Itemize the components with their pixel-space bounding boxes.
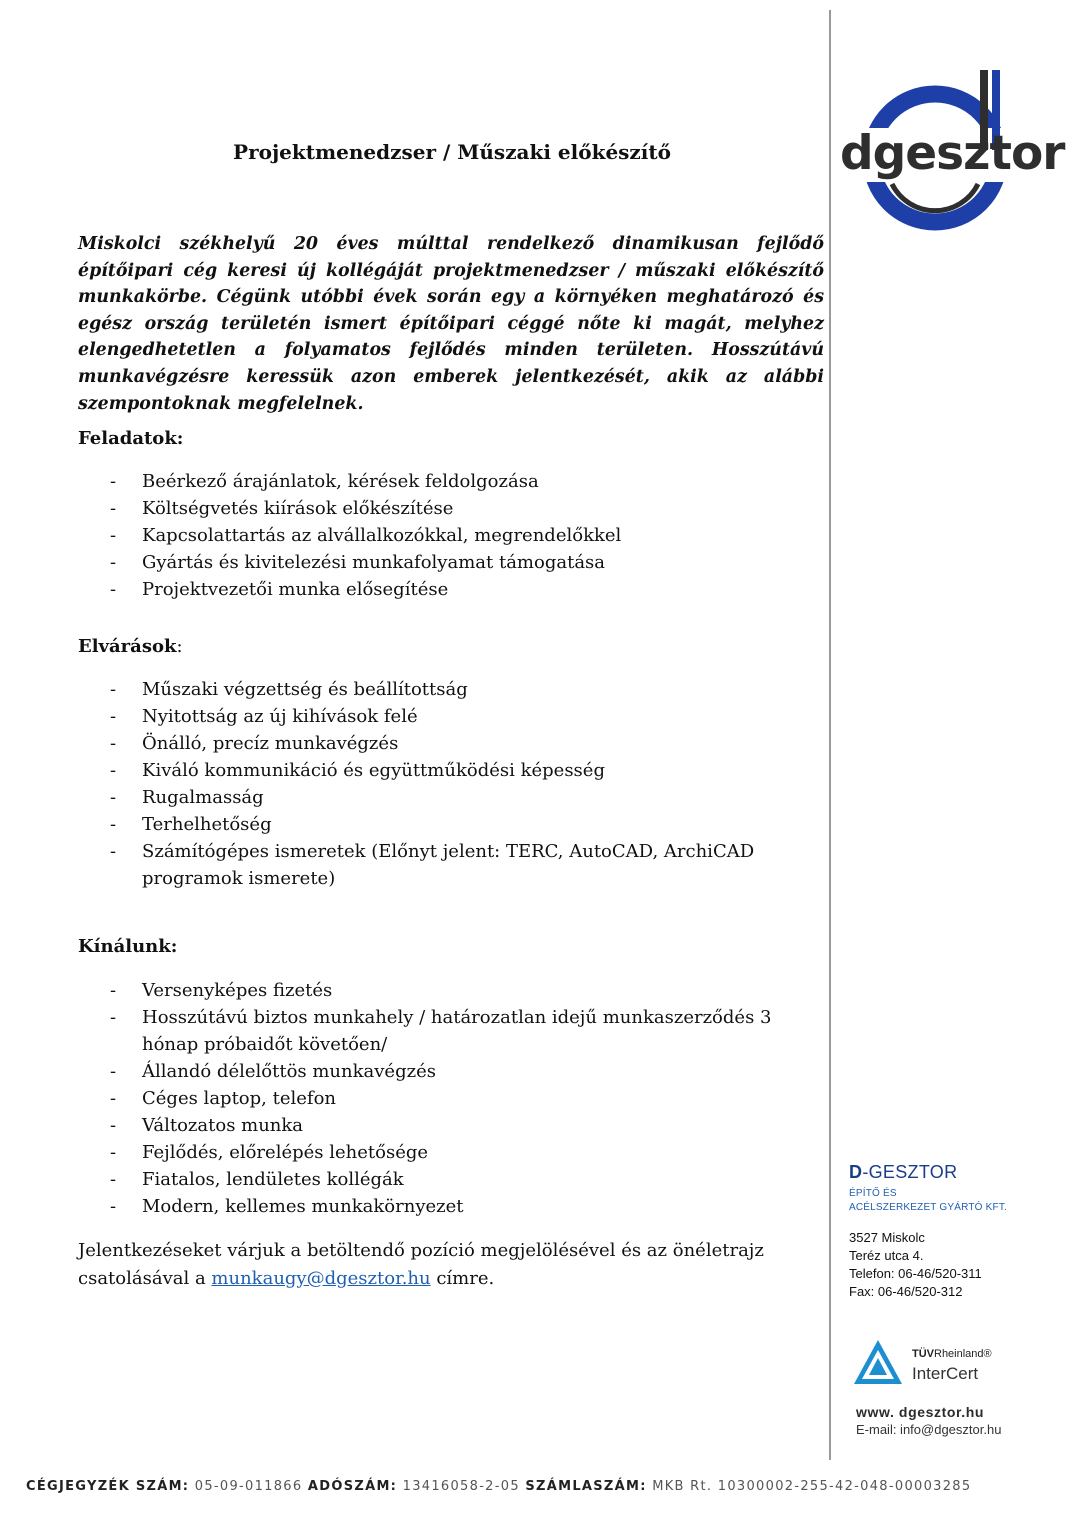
tax-label: ADÓSZÁM: (307, 1479, 398, 1494)
company-name: D-GESZTOR (849, 1162, 958, 1182)
list-item: - Modern, kellemes munkakörnyezet (110, 1196, 464, 1217)
company-block (849, 1162, 1007, 1215)
list-item: - Terhelhetőség (110, 814, 272, 835)
website-link[interactable]: www. dgesztor.hu (856, 1404, 985, 1420)
list-item: - Hosszútávú biztos munkahely / határozatlan idejű munkaszerződés 3 hónap próbaidőt követően/ (110, 1007, 772, 1055)
intro-paragraph: Miskolci székhelyű 20 éves múlttal rendelkező dinamikusan fejlődő építőipari cég keresi új kollégáját projektmenedzser / műszaki előkészítő munkakörbe. Cégünk utóbbi évek során egy a környéken meghatározó és egész ország területén ismert építőipari céggé nőte ki magát, melyhez elengedhetetlen a folyamatos fejlődés minden területen. Hosszútávú munkavégzésre keressük azon emberek jelentkezését, akik az alábbi szempontoknak megfelelnek. (78, 234, 824, 414)
certification-logo (852, 1336, 1022, 1388)
page-title: Projektmenedzser / Műszaki előkészítő (233, 140, 671, 164)
dgesztor-logo (840, 66, 1065, 236)
address-street: Teréz utca 4. (849, 1248, 924, 1263)
application-email-link[interactable]: munkaugy@dgesztor.hu (211, 1268, 431, 1289)
vertical-divider (829, 10, 831, 1460)
tax-value: 13416058-2-05 (402, 1479, 520, 1494)
account-label: SZÁMLASZÁM: (525, 1479, 647, 1494)
certification-name: InterCert (912, 1364, 979, 1383)
list-item: - Változatos munka (110, 1115, 304, 1136)
company-subtitle: ÉPÍTŐ ÉS ACÉLSZERKEZET GYÁRTÓ KFT. (849, 1188, 1007, 1213)
requirements-list (110, 676, 800, 892)
list-item: - Állandó délelőttös munkavégzés (110, 1061, 436, 1082)
contact-email[interactable]: E-mail: info@dgesztor.hu (856, 1422, 1002, 1437)
address-city: 3527 Miskolc (849, 1230, 925, 1245)
list-item: - Nyitottság az új kihívások felé (110, 706, 418, 727)
registration-value: 05-09-011866 (194, 1479, 303, 1494)
list-item: - Versenyképes fizetés (110, 980, 333, 1001)
list-item: - Kiváló kommunikáció és együttműködési képesség (110, 760, 605, 781)
requirements-heading: Elvárások: (78, 636, 183, 657)
tasks-heading: Feladatok: (78, 428, 184, 449)
list-item: - Rugalmasság (110, 787, 264, 808)
tasks-list (110, 468, 800, 603)
footer-company-details (26, 1479, 1066, 1494)
list-item: - Fejlődés, előrelépés lehetősége (110, 1142, 429, 1163)
offer-heading: Kínálunk: (78, 936, 178, 957)
list-item: - Önálló, precíz munkavégzés (110, 733, 399, 754)
offer-list (110, 977, 800, 1220)
list-item: - Beérkező árajánlatok, kérések feldolgozása (110, 471, 539, 492)
contact-web (856, 1404, 1001, 1437)
fax-text: Fax: 06-46/520-312 (849, 1284, 963, 1299)
list-item: - Költségvetés kiírások előkészítése (110, 498, 454, 519)
list-item: - Számítógépes ismeretek (Előnyt jelent: TERC, AutoCAD, ArchiCAD programok ismerete) (110, 841, 755, 889)
list-item: - Műszaki végzettség és beállítottság (110, 679, 468, 700)
tuv-triangle-icon (852, 1336, 904, 1388)
list-item: - Céges laptop, telefon (110, 1088, 336, 1109)
company-address (849, 1229, 982, 1301)
account-value: MKB Rt. 10300002-255-42-048-00003285 (652, 1479, 972, 1494)
list-item: - Projektvezetői munka elősegítése (110, 579, 449, 600)
phone-text: Telefon: 06-46/520-311 (849, 1266, 982, 1281)
list-item: - Kapcsolattartás az alvállalkozókkal, megrendelőkkel (110, 525, 622, 546)
list-item: - Fiatalos, lendületes kollégák (110, 1169, 404, 1190)
certification-brand: TÜVRheinland® (912, 1348, 992, 1360)
registration-label: CÉGJEGYZÉK SZÁM: (26, 1479, 190, 1494)
logo-wordmark: dgesztor (840, 126, 1065, 181)
list-item: - Gyártás és kivitelezési munkafolyamat támogatása (110, 552, 606, 573)
closing-paragraph: Jelentkezéseket várjuk a betöltendő pozíció megjelölésével és az önéletrajz csatolásával a munkaugy@dgesztor.hu címre. (78, 1240, 764, 1289)
